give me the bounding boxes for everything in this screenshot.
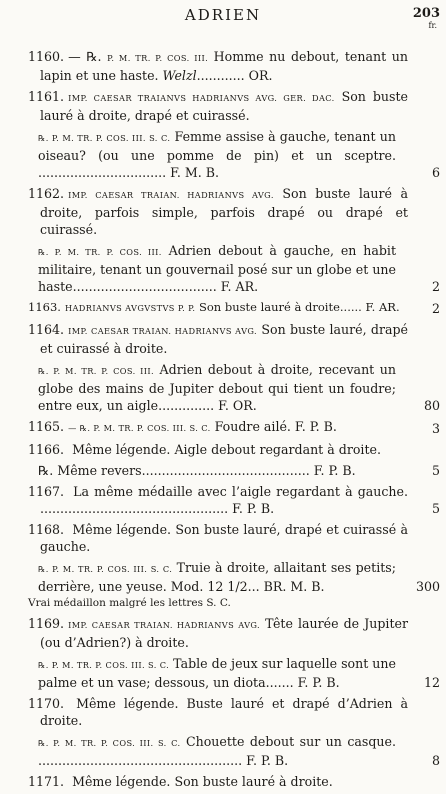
entry-text: Son buste lauré à droite...... F. AR. xyxy=(195,300,400,314)
entry-number: 1165. xyxy=(28,419,65,434)
entry-number: 1169. xyxy=(28,616,65,631)
entry-legend: — ℞. P. M. TR. P. COS. III. S. C. xyxy=(68,423,211,433)
entry-text: Son buste lauré, drapé et cuirassé à droite. xyxy=(40,322,408,356)
entry-number: 1162. xyxy=(28,186,65,201)
running-title: ADRIEN xyxy=(184,6,262,24)
entry-number: 1167. xyxy=(28,484,65,499)
catalogue-reverse xyxy=(28,655,440,691)
entry-price: 80 xyxy=(423,398,440,413)
entry-legend: ℞. xyxy=(38,463,54,478)
entry-text: Femme assise à gauche, tenant un oiseau? (ou une pomme de pin) et un sceptre. ................................ F. M. B. xyxy=(38,129,396,180)
entry-price: 5 xyxy=(431,501,440,516)
entry-legend: ℞. P. M. TR. P. COS. III. S. C. xyxy=(38,738,181,748)
catalogue-entry xyxy=(28,299,440,317)
entry-legend: ℞. P. M. TR. P. COS. III. xyxy=(38,247,162,257)
entry-suffix: ............ OR. xyxy=(196,68,273,83)
entry-text: Même revers.......................................... F. P. B. xyxy=(53,463,356,478)
entry-text: Adrien debout à gauche, en habit militaire, tenant un gouvernail posé sur un globe et une haste.................................... F. AR. xyxy=(38,243,397,294)
catalogue-entry xyxy=(28,88,440,124)
catalogue-entry xyxy=(28,773,440,790)
entry-note: Vrai médaillon malgré les lettres S. C. xyxy=(28,597,231,609)
catalogue-entries xyxy=(28,48,440,794)
entry-number: 1161. xyxy=(28,89,65,104)
catalogue-entry xyxy=(28,521,440,555)
entry-legend: P. M. TR. P. COS. III. xyxy=(107,53,209,63)
catalogue-entry xyxy=(28,615,440,651)
entry-number: 1166. xyxy=(28,442,65,457)
entry-price: 8 xyxy=(431,753,440,768)
entry-text: Truie à droite, allaitant ses petits; derrière, une yeuse. Mod. 12 1/2... BR. M. B. xyxy=(38,560,396,594)
entry-legend: ℞. P. M. TR. P. COS. III. S. C. xyxy=(38,133,171,143)
entry-number: 1168. xyxy=(28,522,65,537)
entry-legend: IMP. CAESAR TRAIAN. HADRIANVS AVG. xyxy=(68,620,261,630)
price-unit-label: fr. xyxy=(428,21,437,30)
entry-legend: IMP. CAESAR TRAIAN. HADRIANVS AVG. xyxy=(68,190,274,200)
page-header xyxy=(0,6,446,32)
entry-text: Son buste lauré à droite, drapé et cuirassé. xyxy=(40,89,408,123)
entry-prefix: — ℞. xyxy=(68,49,108,64)
entry-number: 1170. xyxy=(28,696,65,711)
entry-text: Son buste lauré à droite, parfois simple, parfois drapé ou drapé et cuirassé. xyxy=(40,186,408,237)
entry-legend: HADRIANVS AVGVSTVS P. P. xyxy=(64,303,196,313)
entry-price: 6 xyxy=(431,165,440,180)
catalogue-reverse xyxy=(28,242,440,295)
entry-legend: IMP. CAESAR TRAIAN. HADRIANVS AVG. xyxy=(68,326,258,336)
entry-price: 3 xyxy=(431,421,440,436)
catalogue-entry xyxy=(28,48,440,84)
entry-text: Même légende. Son buste lauré, drapé et cuirassé à gauche. xyxy=(40,522,408,554)
catalogue-entry xyxy=(28,321,440,357)
entry-legend: IMP. CAESAR TRAIANVS HADRIANVS AVG. GER. DAC. xyxy=(68,93,335,103)
entry-text: La même médaille avec l’aigle regardant à gauche. ............................................... F. P. B. xyxy=(40,484,408,516)
entry-price: 2 xyxy=(431,279,440,294)
catalogue-entry xyxy=(28,418,440,437)
catalogue-entry xyxy=(28,483,440,517)
entry-text: Foudre ailé. F. P. B. xyxy=(210,419,337,434)
entry-price: 2 xyxy=(431,301,440,316)
entry-text: Table de jeux sur laquelle sont une palme et un vase; dessous, un diota....... F. P. B. xyxy=(38,656,396,690)
catalogue-reverse xyxy=(28,462,440,479)
catalogue-entry xyxy=(28,441,440,458)
catalogue-reverse xyxy=(28,361,440,414)
catalogue-reverse xyxy=(28,559,440,595)
page-number: 203 xyxy=(412,6,440,21)
entry-price: 300 xyxy=(415,579,440,594)
entry-legend: ℞. P. M. TR. P. COS. III. S. C. xyxy=(38,660,170,670)
entry-legend: ℞. P. M. TR. P. COS. III. S. C. xyxy=(38,564,173,574)
catalogue-reverse xyxy=(28,128,440,181)
entry-text: Même légende. Buste lauré et drapé d’Adrien à droite. xyxy=(40,696,408,728)
entry-number: 1171. xyxy=(28,774,65,789)
entry-text: Même légende. Aigle debout regardant à droite. xyxy=(68,442,381,457)
entry-text: Tête laurée de Jupiter (ou d’Adrien?) à droite. xyxy=(40,616,408,650)
catalogue-reverse xyxy=(28,733,440,769)
entry-number: 1160. xyxy=(28,49,65,64)
catalogue-entry xyxy=(28,185,440,238)
entry-number: 1163. xyxy=(28,300,61,314)
entry-price: 5 xyxy=(431,463,440,478)
entry-legend: ℞. P. M. TR. P. COS. III. xyxy=(38,366,155,376)
entry-reference: Welzl xyxy=(162,68,197,83)
entry-number: 1164. xyxy=(28,322,65,337)
catalogue-entry xyxy=(28,695,440,729)
entry-price: 12 xyxy=(423,675,440,690)
entry-text: Chouette debout sur un casque. ................................................... F. P. B. xyxy=(38,734,396,768)
entry-text: Adrien debout à droite, recevant un globe des mains de Jupiter debout qui tient un foudre; entre eux, un aigle.............. F. OR. xyxy=(38,362,396,413)
entry-text: Homme nu debout, tenant un lapin et une haste. xyxy=(40,49,408,83)
entry-text: Même légende. Son buste lauré à droite. xyxy=(68,774,333,789)
